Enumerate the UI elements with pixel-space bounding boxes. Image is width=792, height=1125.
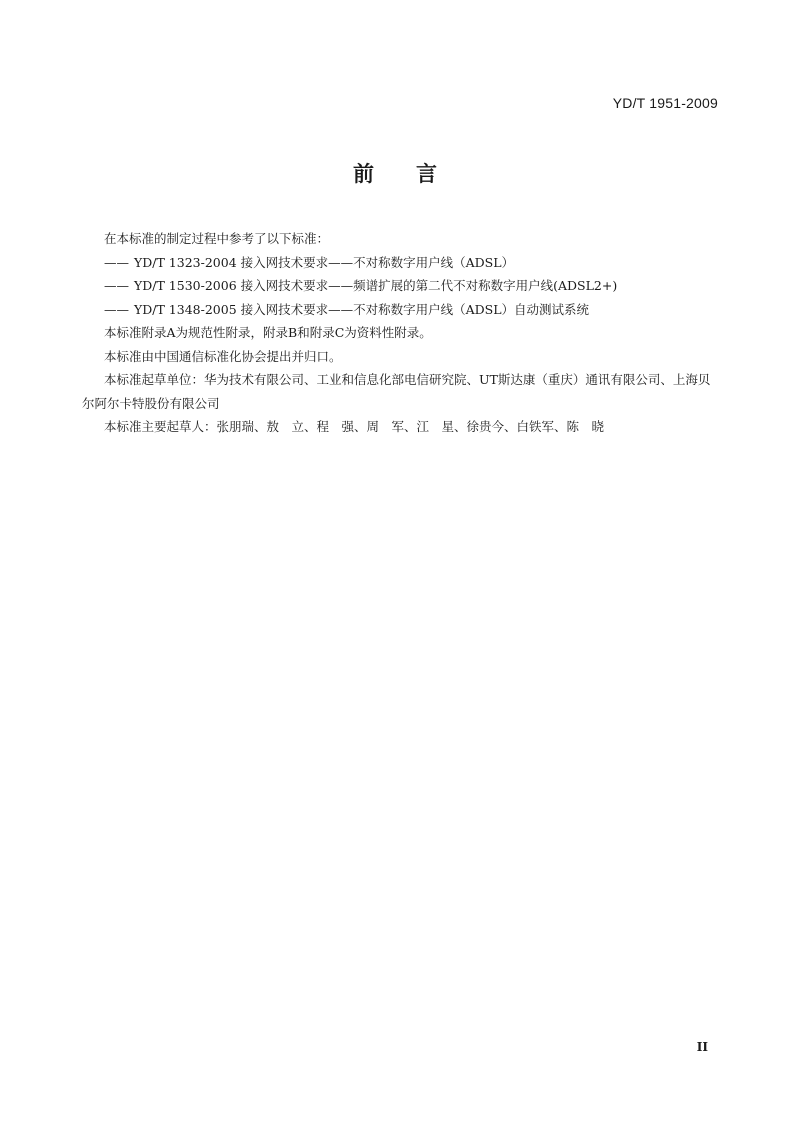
annex-statement: 本标准附录A为规范性附录，附录B和附录C为资料性附录。 [104,325,432,340]
reference-item [82,298,722,322]
reference-text: YD/T 1348-2005 接入网技术要求——不对称数字用户线（ADSL）自动测试系统 [134,301,590,317]
proposal-statement: 本标准由中国通信标准化协会提出并归口。 [104,348,342,364]
reference-text: YD/T 1530-2006 接入网技术要求——频谱扩展的第二代不对称数字用户线(ADSL2+) [134,278,618,293]
intro-line: 在本标准的制定过程中参考了以下标准： [104,231,330,246]
page-number: II [696,1040,708,1054]
title-part-2: 言 [416,162,439,186]
drafting-units-statement: 本标准起草单位：华为技术有限公司、工业和信息化部电信研究院、UT斯达康（重庆）通讯有限公司、上海贝尔阿尔卡特股份有限公司 [82,372,711,411]
reference-item [82,251,722,275]
document-id: YD/T 1951-2009 [612,95,718,111]
reference-dash: —— [104,254,129,270]
reference-dash: —— [104,278,129,293]
drafters-statement: 本标准主要起草人：张朋瑞、敖 立、程 强、周 军、江 星、徐贵今、白铁军、陈 晓 [104,419,605,434]
page-title [0,158,792,188]
reference-item [82,274,722,298]
foreword-body [82,227,722,439]
title-part-1: 前 [353,162,376,186]
reference-dash: —— [104,301,129,317]
reference-text: YD/T 1323-2004 接入网技术要求——不对称数字用户线（ADSL） [134,254,515,270]
